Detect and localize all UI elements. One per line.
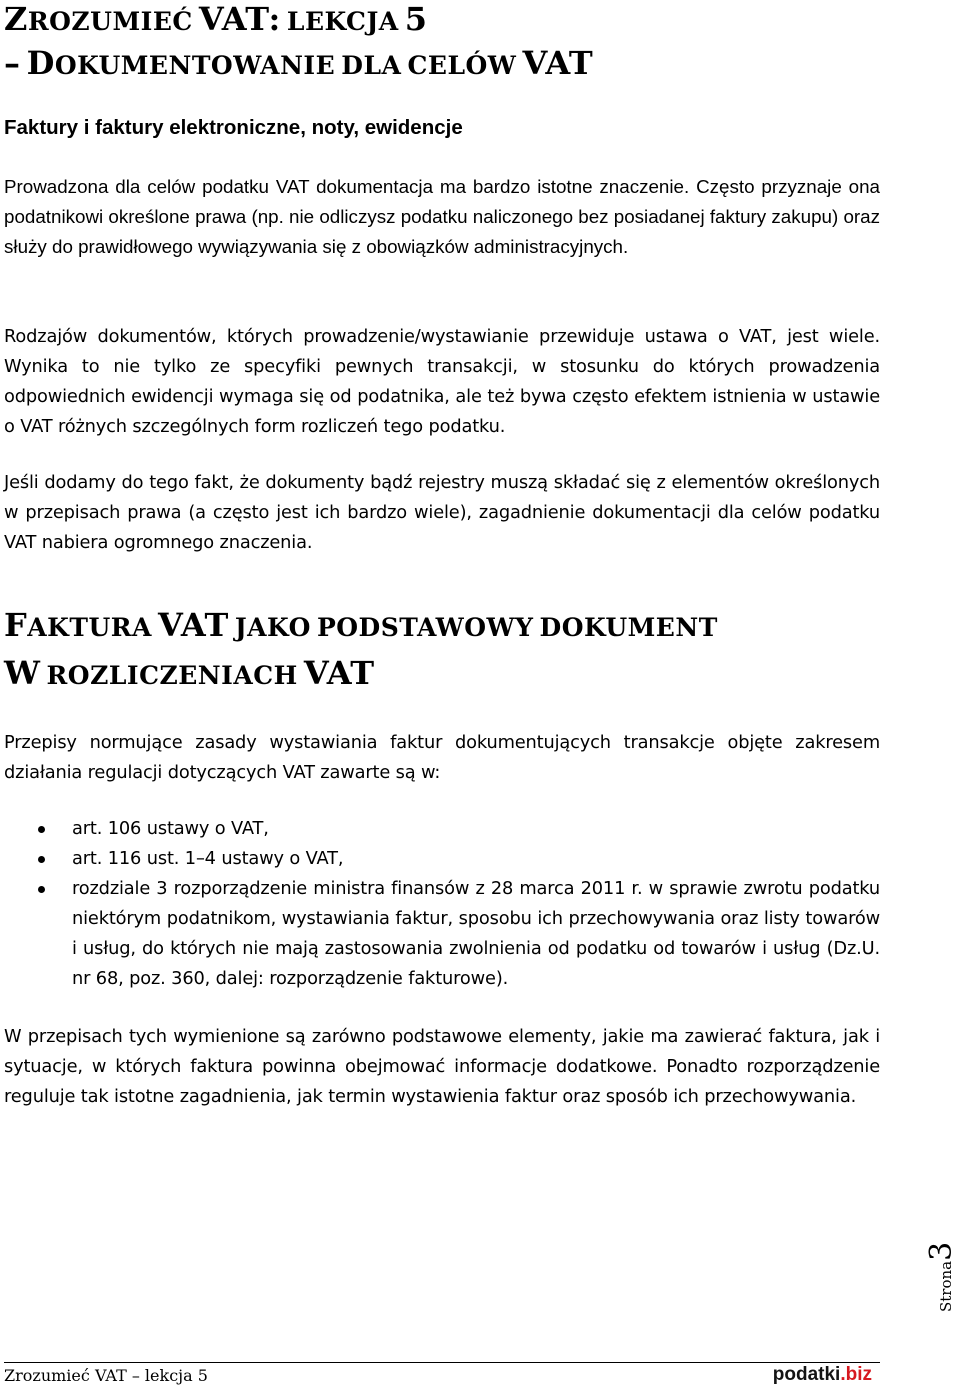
list-item: rozdziale 3 rozporządzenie ministra finansów z 28 marca 2011 r. w sprawie zwrotu podatku niektórym podatnikom, wystawiania faktur, sposobu ich przechowywania oraz listy towarów i usług, do których nie mają zastosowania zwolnienia od podatku od towarów i usług (Dz.U. nr 68, poz. 360, dalej: rozporządzenie fakturowe). xyxy=(4,874,880,994)
footer-document-title: Zrozumieć VAT – lekcja 5 xyxy=(4,1366,208,1385)
footer-divider xyxy=(4,1362,880,1363)
regulations-list xyxy=(4,814,880,994)
list-item: art. 116 ust. 1–4 ustawy o VAT, xyxy=(4,844,880,874)
publisher-logo: podatki.biz xyxy=(772,1364,872,1385)
requirements-paragraph: Jeśli dodamy do tego fakt, że dokumenty bądź rejestry muszą składać się z elementów określonych w przepisach prawa (a często jest ich bardzo wiele), zagadnienie dokumentacji dla celów podatku VAT nabiera ogromnego znaczenia. xyxy=(4,472,880,553)
bullet-icon xyxy=(38,856,45,863)
page-number-label xyxy=(920,1232,960,1312)
section-heading-line-1: FAKTURA VAT JAKO PODSTAWOWY DOKUMENT xyxy=(4,606,718,644)
document-types-paragraph xyxy=(4,322,880,442)
bullet-icon xyxy=(38,886,45,893)
bullet-icon xyxy=(38,826,45,833)
page-label-word: Strona xyxy=(937,1260,955,1312)
regulations-intro-paragraph: Przepisy normujące zasady wystawiania faktur dokumentujących transakcje objęte zakresem działania regulacji dotyczących VAT zawarte są w: xyxy=(4,732,880,783)
intro-paragraph: Prowadzona dla celów podatku VAT dokumentacja ma bardzo istotne znaczenie. Często przyznaje ona podatnikowi określone prawa (np. nie odliczysz podatku naliczonego bez posiadanej faktury zakupu) oraz służy do prawidłowego wywiązywania się z obowiązków administracyjnych. xyxy=(4,176,880,257)
section-heading-line-2: W ROZLICZENIACH VAT xyxy=(4,654,375,692)
page-number: 3 xyxy=(924,1241,959,1261)
document-subtitle: Faktury i faktury elektroniczne, noty, ewidencje xyxy=(4,116,463,139)
list-item: art. 106 ustawy o VAT, xyxy=(4,814,880,844)
document-title-line-2: – DOKUMENTOWANIE DLA CELÓW VAT xyxy=(4,44,594,82)
document-title-line-1: ZROZUMIEĆ VAT: LEKCJA 5 xyxy=(4,0,428,38)
regulations-summary-paragraph: W przepisach tych wymienione są zarówno podstawowe elementy, jakie ma zawierać faktura, jak i sytuacje, w których faktura powinna obejmować informacje dodatkowe. Ponadto rozporządzenie reguluje tak istotne zagadnienia, jak termin wystawienia faktur oraz sposób ich przechowywania. xyxy=(4,1026,880,1107)
document-types-sentence: Rodzajów dokumentów, których prowadzenie/wystawianie przewiduje ustawa o VAT, jest wiele. xyxy=(4,326,880,347)
document-types-explanation: Wynika to nie tylko ze specyfiki pewnych transakcji, w stosunku do których prowadzenia odpowiednich ewidencji wymaga się od podatnika, ale też bywa często efektem istnienia w ustawie o VAT różnych szczególnych form rozliczeń tego podatku. xyxy=(4,356,880,437)
